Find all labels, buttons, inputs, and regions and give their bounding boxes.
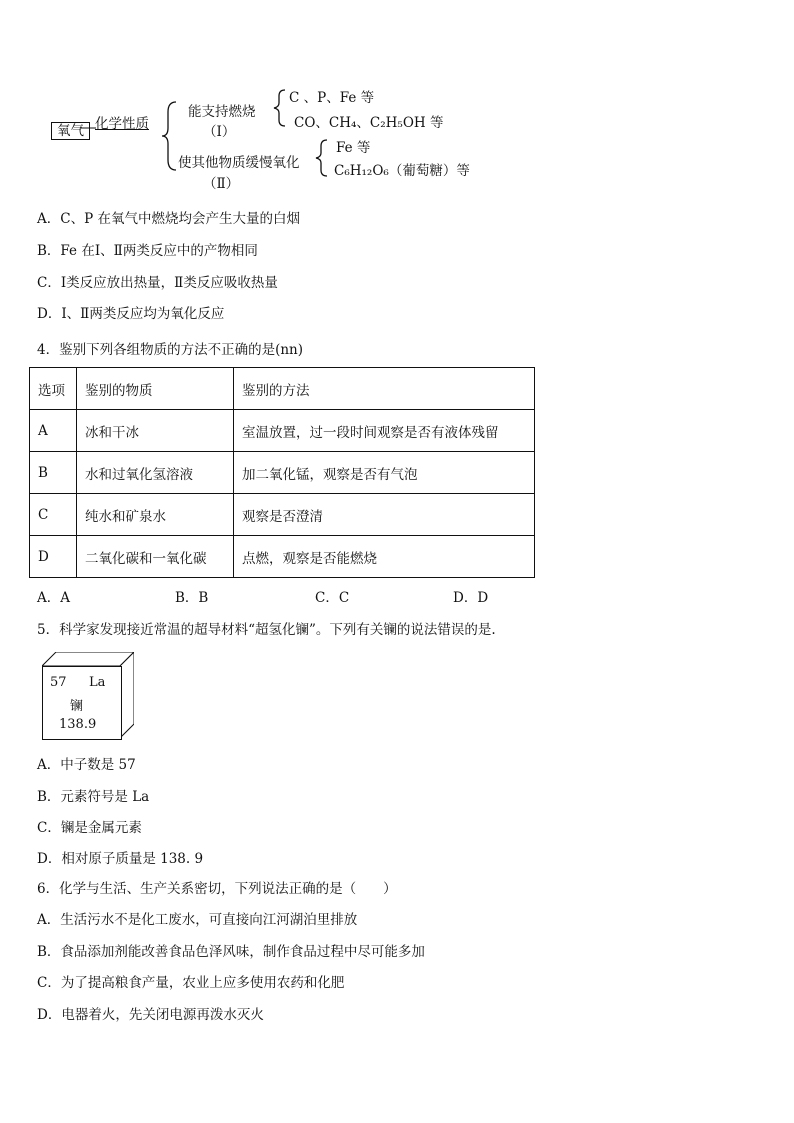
q4-answer-b: B．B — [175, 590, 209, 606]
atomic-mass: 138.9 — [59, 717, 97, 732]
q6-stem: 6．化学与生活、生产关系密切，下列说法正确的是（ ） — [37, 881, 397, 897]
brace2-icon — [314, 138, 330, 178]
oxygen-node: 氧气 — [51, 122, 90, 140]
connector-line — [80, 126, 96, 130]
table-row — [30, 536, 535, 578]
q5-option-a: A．中子数是 57 — [37, 757, 136, 773]
q4-stem: 4．鉴别下列各组物质的方法不正确的是(nn) — [37, 342, 304, 358]
q4-answer-c: C．C — [315, 590, 350, 606]
table-cell: 冰和干冰 — [77, 410, 234, 452]
q5-option-c: C．镧是金属元素 — [37, 820, 142, 836]
table-row — [30, 494, 535, 536]
branch1-item1: C 、P、Fe 等 — [289, 90, 375, 106]
branch1-label: 能支持燃烧 — [188, 104, 256, 120]
branch2-label: 使其他物质缓慢氧化 — [178, 155, 300, 171]
q6-option-a: A．生活污水不是化工废水，可直接向江河湖泊里排放 — [37, 912, 358, 928]
table-cell: D — [30, 536, 77, 578]
table-row — [30, 410, 535, 452]
element-cube — [42, 652, 134, 738]
table-cell: 加二氧化锰，观察是否有气泡 — [234, 452, 535, 494]
table-header-row — [30, 368, 535, 410]
chemical-property-node: 化学性质 — [95, 116, 149, 132]
table-cell: 二氧化碳和一氧化碳 — [77, 536, 234, 578]
q3-option-a: A．C、P 在氧气中燃烧均会产生大量的白烟 — [37, 211, 300, 227]
q6-option-d: D．电器着火，先关闭电源再泼水灭火 — [37, 1007, 264, 1023]
q3-option-c: C．Ⅰ类反应放出热量，Ⅱ类反应吸收热量 — [37, 275, 278, 291]
branch1-number: （Ⅰ） — [203, 124, 236, 140]
element-card — [42, 666, 122, 740]
q5-option-d: D．相对原子质量是 138. 9 — [37, 851, 204, 867]
element-name: 镧 — [70, 699, 84, 714]
brace1-icon — [272, 88, 288, 128]
table-cell: 点燃，观察是否能燃烧 — [234, 536, 535, 578]
q4-answer-a: A．A — [37, 590, 70, 606]
q4-answer-d: D．D — [453, 590, 489, 606]
q6-option-b: B．食品添加剂能改善食品色泽风味，制作食品过程中尽可能多加 — [37, 944, 425, 960]
element-symbol: La — [89, 675, 106, 690]
table-header-cell: 鉴别的物质 — [77, 368, 234, 410]
table-cell: B — [30, 452, 77, 494]
table-header-cell: 选项 — [30, 368, 77, 410]
q5-stem: 5．科学家发现接近常温的超导材料“超氢化镧”。下列有关镧的说法错误的是. — [37, 622, 496, 638]
table-cell: C — [30, 494, 77, 536]
big-brace-icon — [160, 100, 180, 172]
table-cell: 纯水和矿泉水 — [77, 494, 234, 536]
table-cell: 室温放置，过一段时间观察是否有液体残留 — [234, 410, 535, 452]
q6-option-c: C．为了提高粮食产量，农业上应多使用农药和化肥 — [37, 975, 345, 991]
table-cell: A — [30, 410, 77, 452]
table-cell: 观察是否澄清 — [234, 494, 535, 536]
q4-table — [29, 367, 535, 578]
q3-option-d: D．Ⅰ、Ⅱ两类反应均为氧化反应 — [37, 306, 225, 322]
atomic-number: 57 — [50, 675, 67, 690]
table-header-cell: 鉴别的方法 — [234, 368, 535, 410]
table-cell: 水和过氧化氢溶液 — [77, 452, 234, 494]
q5-option-b: B．元素符号是 La — [37, 789, 150, 805]
table-row — [30, 452, 535, 494]
branch2-number: （Ⅱ） — [203, 176, 240, 192]
branch1-item2: CO、CH₄、C₂H₅OH 等 — [294, 115, 444, 131]
branch2-item1: Fe 等 — [336, 140, 371, 156]
q3-option-b: B．Fe 在Ⅰ、Ⅱ两类反应中的产物相同 — [37, 243, 258, 259]
branch2-item2: C₆H₁₂O₆（葡萄糖）等 — [334, 163, 470, 179]
